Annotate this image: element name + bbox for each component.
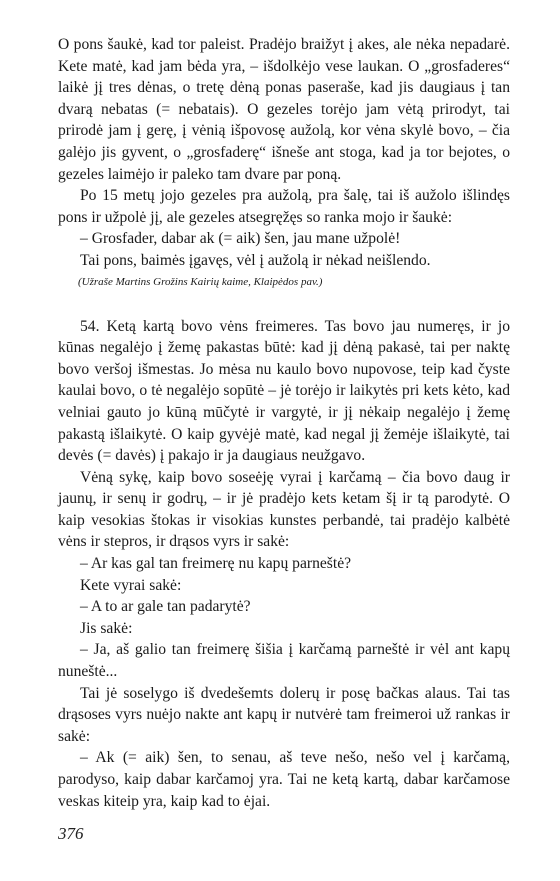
dialog-line-2: – Ar kas gal tan freimerę nu kapų parneštė? <box>80 555 352 573</box>
source-note: (Užraše Martins Grožins Kairių kaime, Klaipėdos pav.) <box>78 275 323 288</box>
section-gap <box>58 290 510 316</box>
paragraph-1: O pons šaukė, kad tor paleist. Pradėjo braižyt į akes, ale nėka nepadarė. Kete matė, kad jam bėda yra, – išdolkėjo vese laukan. O „grosfaderes“ laikė jį tres dėnas, o tretę dėną ponas paseraše, kad jis daugiaus į tan dvarą nebatas (= nebatais). O gezeles torėjo jam vėtą prirodyt, tai prirodė jam į gerę, į vėnią išpovosę aužolą, kor vėna skylė bovo, – čia galėjo jis gyvent, o „grosfaderę“ išneše ant stoga, kad ja tor bejotes, o gezeles laimėjo ir paleko tam dvare par poną. <box>58 36 510 183</box>
story-54-paragraph-3: Kete vyrai sakė: <box>80 576 182 594</box>
page-number: 376 <box>58 824 84 843</box>
dialog-line-5: – Ak (= aik) šen, to senau, aš teve nešo, nešo vel į karčamą, parodyso, kaip dabar karčamoj yra. Tai ne ketą kartą, dabar karčamose veskas kiteip yra, kaip kad to ėjai. <box>58 749 510 810</box>
paragraph-3: Tai pons, baimės įgavęs, vėl į aužolą ir nėkad neišlendo. <box>80 251 431 269</box>
dialog-line-4: – Ja, aš galio tan freimerę šišia į karčamą parneštė ir vėl ant kapų nuneštė... <box>58 641 510 681</box>
story-54-paragraph-1: 54. Ketą kartą bovo vėns freimeres. Tas bovo jau numeręs, ir jo kūnas negalėjo į žemę pakastas būtė: kad jį dėną pakasė, tai per naktę bovo veršoj išmestas. Jo mėsa nu kaulo bovo nupovose, teip kad čyste kaulai bovo, o tė negalėjo sopūtė – jė torėjo ir laikytės pri kets kėto, kad velniai gauto jo kūną mūčytė ir vargytė, ir jį nėkaip negalėjo į žemę pakastą išlaikytė. O kaip gyvėjė matė, kad negal jį žemėje išlaikytė, tai devės (= davės) į pakajo ir ja daugiaus neužgavo. <box>58 317 510 465</box>
paragraph-2: Po 15 metų jojo gezeles pra aužolą, pra šalę, tai iš aužolo išlindęs pons ir užpolė jį, ale gezeles atsegręžęs so ranka mojo ir šaukė: <box>58 187 510 226</box>
page-text-column <box>58 34 510 812</box>
dialog-line-1: – Grosfader, dabar ak (= aik) šen, jau mane užpolė! <box>80 230 401 248</box>
dialog-line-3: – A to ar gale tan padarytė? <box>80 598 251 616</box>
story-54-paragraph-2: Vėną sykę, kaip bovo soseėję vyrai į karčamą – čia bovo daug ir jaunų, ir senų ir godrų, – ir jė pradėjo kets ketam šį ir tą parodytė. O kaip vesokias štokas ir visokias kunstes perbandė, tai pradėjo kalbėtė vėns ir stepros, ir drąsos vyrs ir sakė: <box>58 468 510 551</box>
story-54-paragraph-4: Jis sakė: <box>80 619 133 637</box>
story-54-paragraph-5: Tai jė soselygo iš dvedešemts dolerų ir posę bačkas alaus. Tai tas drąsoses vyrs nuėjo nakte ant kapų ir nutvėrė tam freimeroi už rankas ir sakė: <box>58 684 510 745</box>
